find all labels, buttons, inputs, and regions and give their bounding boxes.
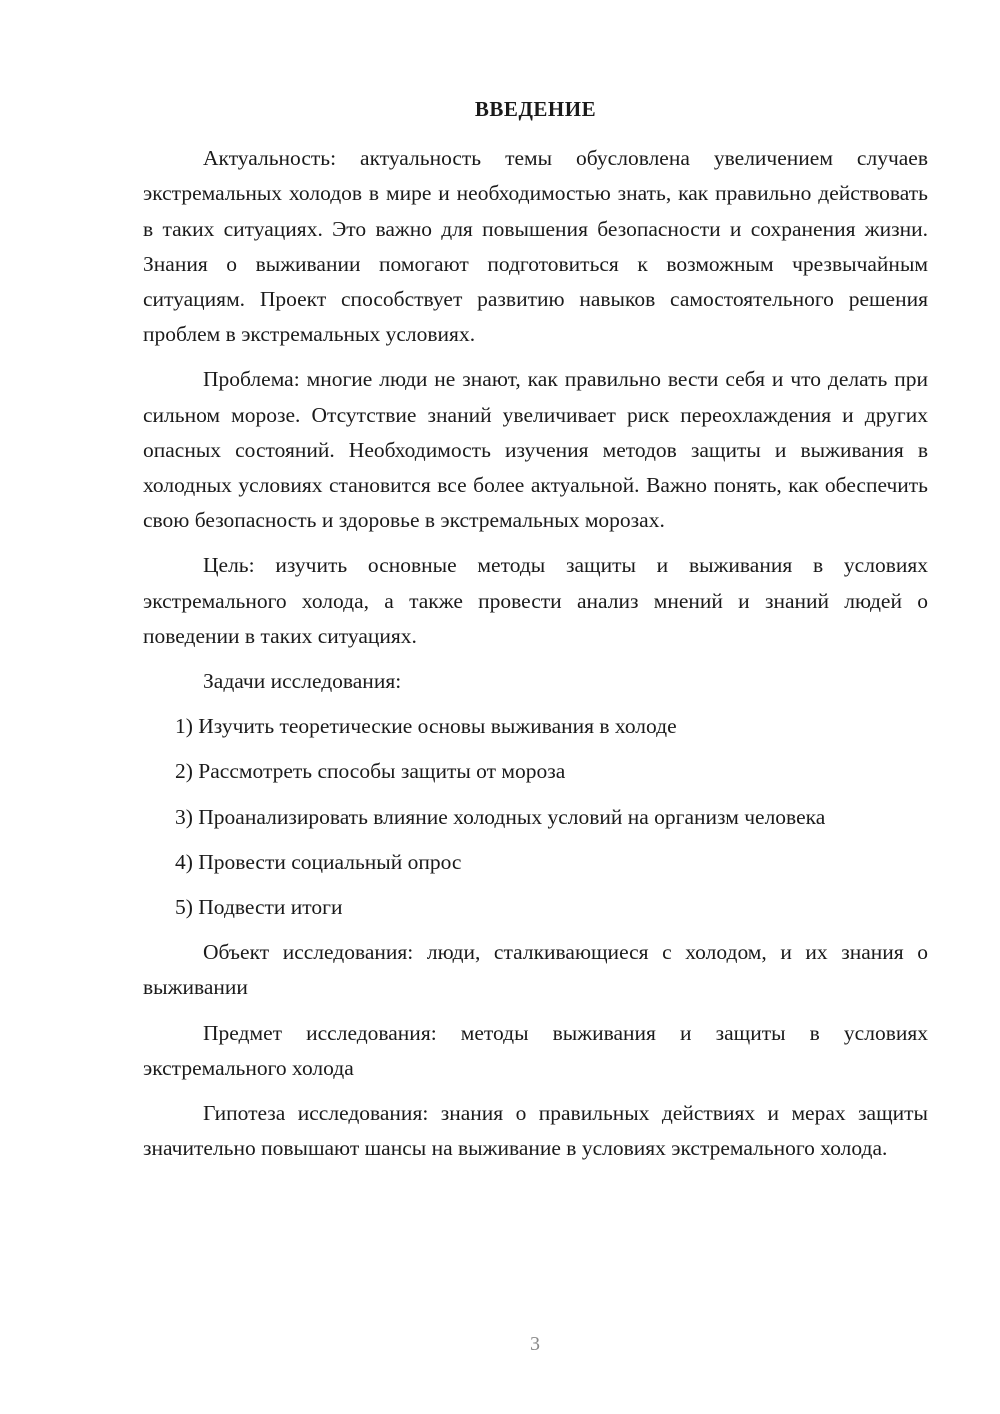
paragraph-object: Объект исследования: люди, сталкивающиеся с холодом, и их знания о выживании [143,940,928,1000]
list-item: 5) Подвести итоги [175,895,343,920]
list-item: 1) Изучить теоретические основы выживания в холоде [175,714,677,739]
page-number: 3 [530,1333,540,1355]
tasks-title: Задачи исследования: [203,669,402,694]
document-page [143,92,928,1176]
paragraph-goal: Цель: изучить основные методы защиты и выживания в условиях экстремального холода, а также провести анализ мнений и знаний людей о поведении в таких ситуациях. [143,553,928,648]
section-heading: ВВЕДЕНИЕ [474,97,597,121]
paragraph-hypothesis: Гипотеза исследования: знания о правильных действиях и мерах защиты значительно повышают шансы на выживание в условиях экстремального холода. [143,1101,928,1161]
paragraph-relevance: Актуальность: актуальность темы обусловлена увеличением случаев экстремальных холодов в мире и необходимостью знать, как правильно действовать в таких ситуациях. Это важно для повышения безопасности и сохранения жизни. Знания о выживании помогают подготовиться к возможным чрезвычайным ситуациям. Проект способствует развитию навыков самостоятельного решения проблем в экстремальных условиях. [143,146,928,347]
list-item: 3) Проанализировать влияние холодных условий на организм человека [175,804,826,829]
paragraph-problem: Проблема: многие люди не знают, как правильно вести себя и что делать при сильном морозе. Отсутствие знаний увеличивает риск переохлаждения и других опасных состояний. Необходимость изучения методов защиты и выживания в холодных условиях становится все более актуальной. Важно понять, как обеспечить свою безопасность и здоровье в экстремальных морозах. [143,367,928,533]
paragraph-subject: Предмет исследования: методы выживания и защиты в условиях экстремального холода [143,1020,928,1080]
list-item: 2) Рассмотреть способы защиты от мороза [175,759,566,784]
list-item: 4) Провести социальный опрос [175,849,462,874]
